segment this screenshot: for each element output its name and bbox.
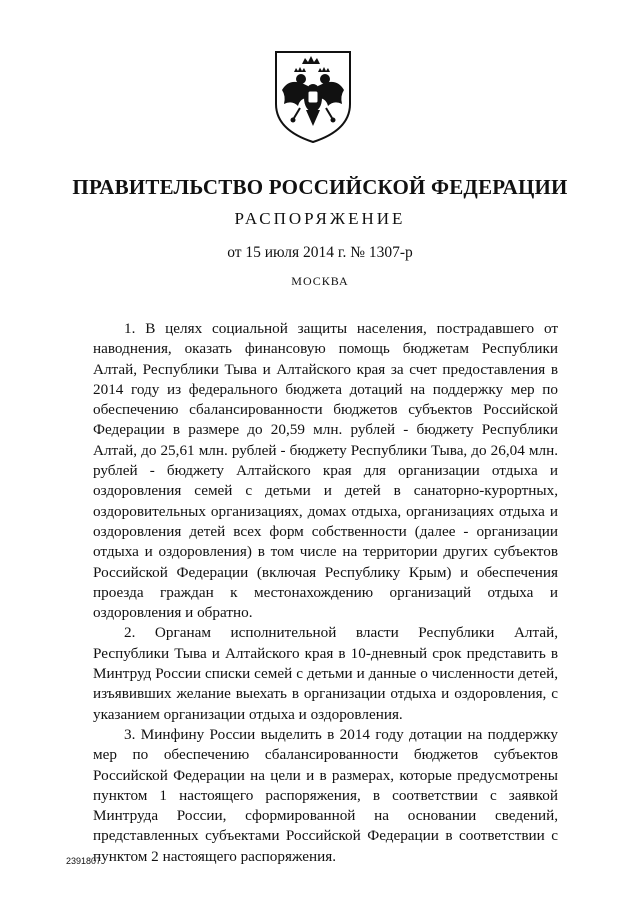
document-type: РАСПОРЯЖЕНИЕ <box>234 209 406 228</box>
paragraph-1: 1. В целях социальной защиты населения, пострадавшего от наводнения, оказать финансовую помощь бюджетам Республики Алтай, Республики Тыва и Алтайского края за счет предоставления в 2014 году из федерального бюджета дотаций на поддержку мер по обеспечению сбалансированности бюджетов субъектов Российской Федерации в размере до 20,59 млн. рублей - бюджету Республики Алтай, до 25,61 млн. рублей - бюджету Республики Тыва, до 26,04 млн. рублей - бюджету Алтайского края для организации отдыха и оздоровления семей с детьми и детей в санаторно-курортных, оздоровительных организациях, домах отдыха, организациях отдыха и оздоровления детей всех форм собственности (далее - организации отдыха и оздоровления) в том числе на территории других субъектов Российской Федерации (включая Республику Крым) и обеспечения проезда граждан к местонахождению организаций отдыха и оздоровления и обратно. <box>93 320 558 622</box>
coat-of-arms-icon <box>270 46 356 146</box>
document-body <box>93 319 558 867</box>
document-city: МОСКВА <box>291 274 349 288</box>
government-title: ПРАВИТЕЛЬСТВО РОССИЙСКОЙ ФЕДЕРАЦИИ <box>72 175 568 199</box>
paragraph-2: 2. Органам исполнительной власти Республики Алтай, Республики Тыва и Алтайского края в 10-дневный срок представить в Минтруд России списки семей с детьми и данные о численности детей, изъявивших желание выехать в организации отдыха и оздоровления, с указанием организации отдыха и оздоровления. <box>93 624 558 723</box>
document-code: 2391807 <box>66 856 102 866</box>
paragraph-3: 3. Минфину России выделить в 2014 году дотации на поддержку мер по обеспечению сбалансированности бюджетов субъектов Российской Федерации на цели и в размерах, которые предусмотрены пунктом 1 настоящего распоряжения, в соответствии с заявкой Минтруда России, сформированной на основании сведений, представленных субъектами Российской Федерации в соответствии с пунктом 2 настоящего распоряжения. <box>93 725 558 865</box>
document-date-number: от 15 июля 2014 г. № 1307-р <box>227 244 413 261</box>
